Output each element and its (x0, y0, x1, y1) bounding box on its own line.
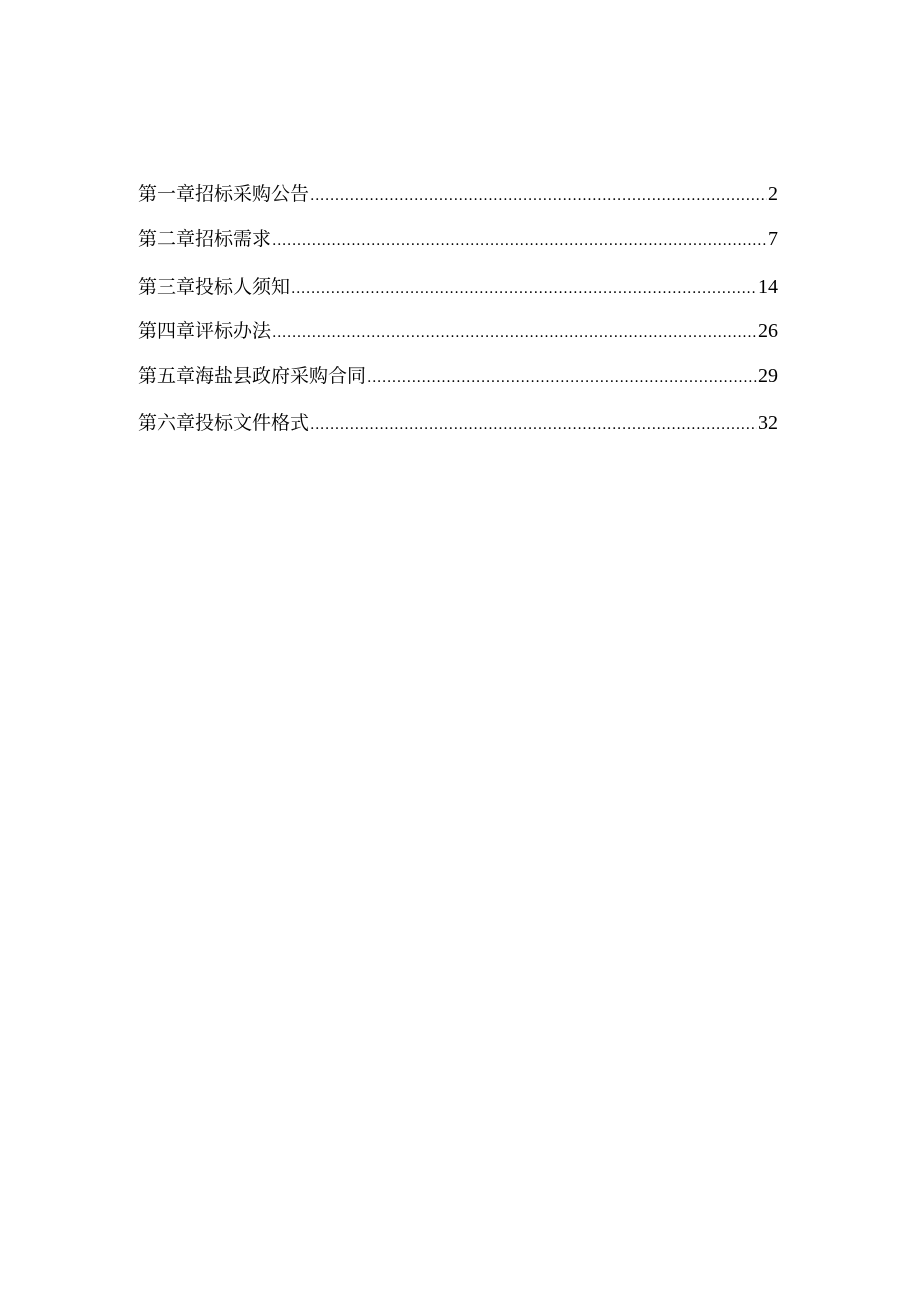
toc-entry-title: 第二章招标需求 (138, 228, 272, 250)
toc-entry-title: 第四章评标办法 (138, 320, 272, 342)
toc-dot-leader (367, 362, 757, 394)
toc-page-number: 14 (758, 276, 778, 298)
toc-dot-leader (310, 180, 767, 212)
toc-page-number: 26 (758, 320, 778, 342)
toc-entry-chapter-6[interactable] (138, 407, 778, 439)
toc-page-number: 7 (768, 228, 778, 250)
toc-dot-leader (272, 317, 757, 349)
toc-entry-chapter-5[interactable] (138, 360, 778, 392)
toc-page-number: 2 (768, 183, 778, 205)
toc-dot-leader (310, 409, 757, 441)
toc-entry-title: 第三章投标人须知 (138, 276, 291, 298)
toc-page-number: 32 (758, 412, 778, 434)
toc-page-number: 29 (758, 365, 778, 387)
toc-entry-title: 第五章海盐县政府采购合同 (138, 365, 367, 387)
toc-dot-leader (272, 225, 767, 257)
toc-dot-leader (291, 273, 757, 305)
toc-entry-title: 第一章招标采购公告 (138, 183, 310, 205)
toc-entry-chapter-2[interactable] (138, 223, 778, 255)
toc-entry-chapter-4[interactable] (138, 315, 778, 347)
toc-entry-chapter-3[interactable] (138, 271, 778, 303)
toc-entry-title: 第六章投标文件格式 (138, 412, 310, 434)
toc-entry-chapter-1[interactable] (138, 178, 778, 210)
